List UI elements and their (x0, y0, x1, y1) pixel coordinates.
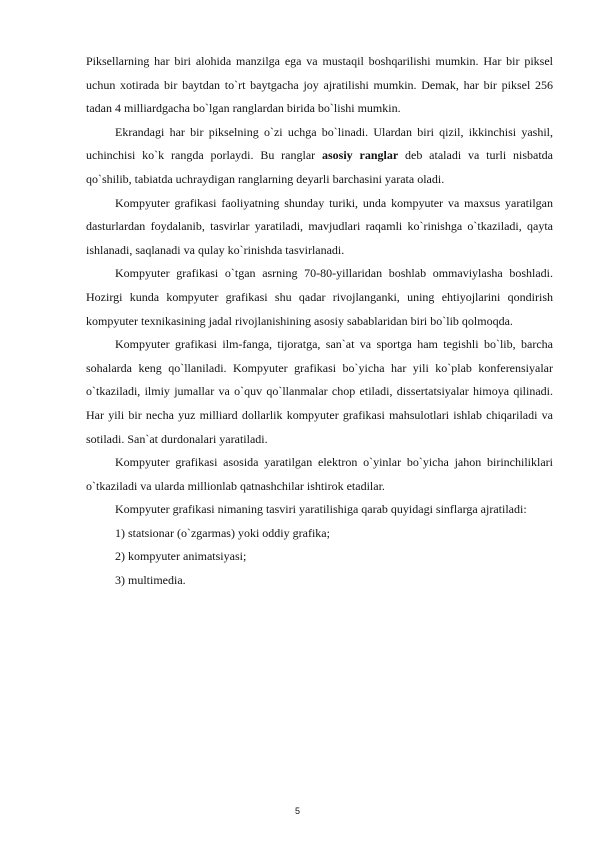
paragraph-applications: Kompyuter grafikasi ilm-fanga, tijoratga, san`at va sportga ham tegishli bo`lib, barcha sohalarda keng qo`llaniladi. Kompyuter grafikasi bo`yicha har yili ko`plab konferensiyalar o`tkaziladi, ilmiy jumallar va o`quv qo`llanmalar chop etiladi, dissertatsiyalar himoya qilinadi. Har yili bir necha yuz milliard dollarlik kompyuter grafikasi mahsulotlari ishlab chiqariladi va sotiladi. San`at durdonalari yaratiladi. (86, 337, 553, 446)
paragraph-definition: Kompyuter grafikasi faoliyatning shunday turiki, unda kompyuter va maxsus yaratilgan dasturlardan foydalanib, tasvirlar yaratiladi, mavjudlari raqamli ko`rinishga o`tkaziladi, qayta ishlanadi, saqlanadi va qulay ko`rinishda tasvirlanadi. (86, 195, 553, 257)
paragraph-classification: Kompyuter grafikasi nimaning tasviri yaratilishiga qarab quyidagi sinflarga ajratiladi: (115, 502, 527, 517)
list-item: 2) kompyuter animatsiyasi; (115, 549, 247, 564)
paragraph-games: Kompyuter grafikasi asosida yaratilgan elektron o`yinlar bo`yicha jahon birinchiliklari o`tkaziladi va ularda millionlab qatnashchilar ishtirok etadilar. (86, 455, 553, 493)
list-item: 3) multimedia. (115, 573, 186, 588)
document-body (86, 50, 553, 593)
paragraph-history: Kompyuter grafikasi o`tgan asrning 70-80-yillaridan boshlab ommaviylasha boshladi. Hozirgi kunda kompyuter grafikasi shu qadar rivojlanganki, uning ehtiyojlarini qondirish kompyuter texnikasining jadal rivojlanishining asosiy sabablaridan biri bo`lib qolmoqda. (86, 266, 553, 328)
paragraph-primary-colors-before: Ekrandagi har bir pikselning o`zi uchga bo`linadi. Ulardan biri qizil, ikkinchisi yashil, uchinchisi ko`k rangda porlaydi. Bu ranglar (86, 124, 553, 163)
paragraph-primary-colors-after: deb ataladi va turli nisbatda qo`shilib, tabiatda uchraydigan ranglarning deyarli barchasini yarata oladi. (86, 148, 553, 186)
list-item: 1) statsionar (o`zgarmas) yoki oddiy grafika; (115, 525, 330, 540)
paragraph-primary-colors (86, 121, 553, 192)
paragraph-pixels-address: Piksellarning har biri alohida manzilga ega va mustaqil boshqarilishi mumkin. Har bir piksel uchun xotirada bir baytdan to`rt baytgacha joy ajratilishi mumkin. Demak, har bir piksel 256 tadan 4 milliardgacha bo`lgan ranglardan birida bo`lishi mumkin. (86, 54, 553, 116)
primary-colors-term: asosiy ranglar (321, 148, 399, 163)
page-number: 5 (294, 806, 300, 816)
